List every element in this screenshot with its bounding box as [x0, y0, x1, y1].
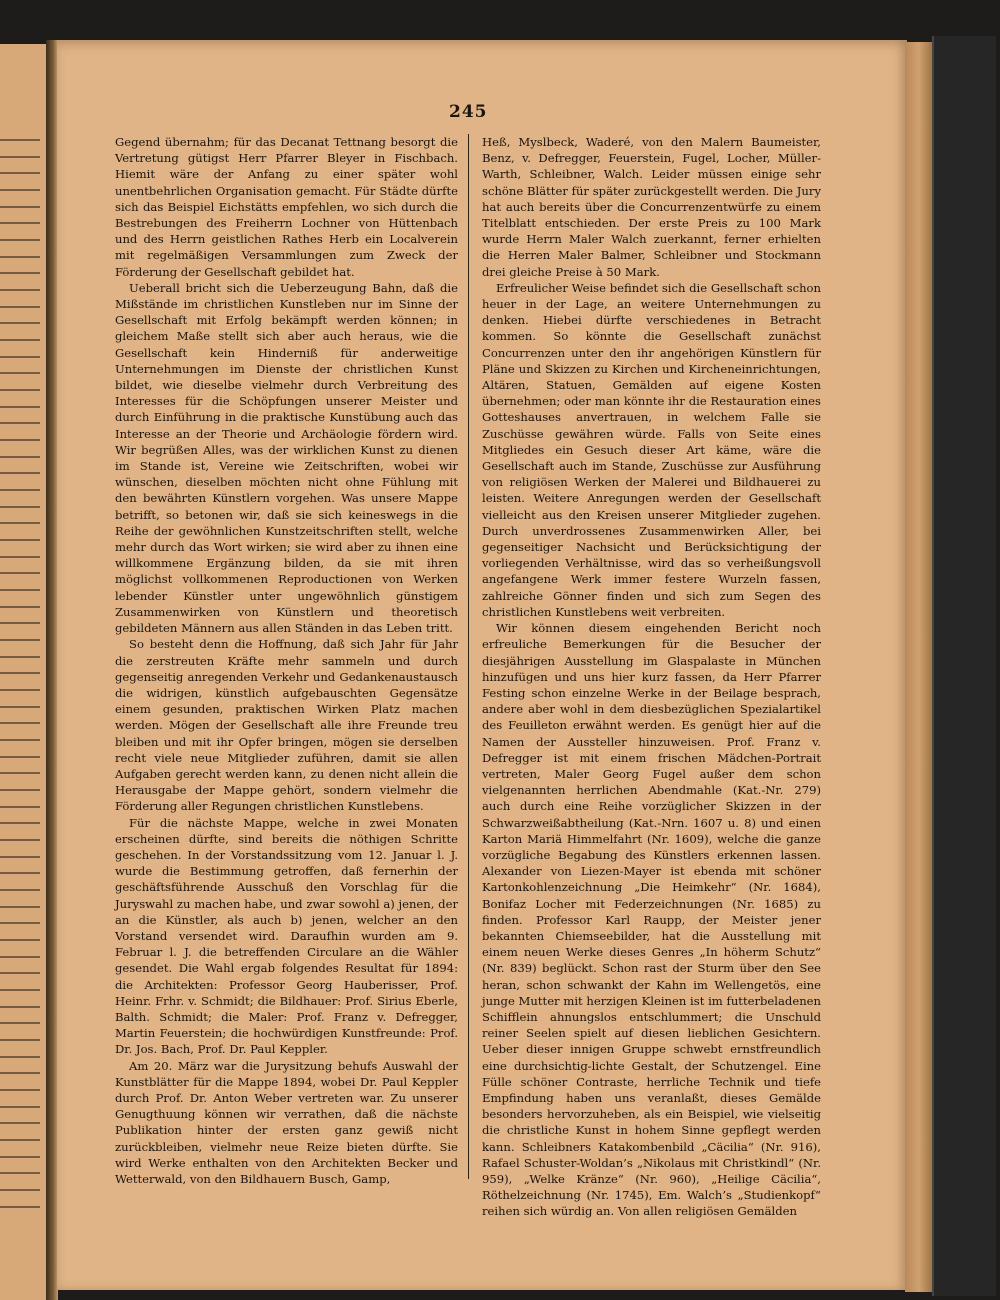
paragraph: Ueberall bricht sich die Ueberzeugung Bahn, daß die Mißstände im christlichen Kunstleben nur im Sinne der Gesellschaft mit Erfolg bekämpft werden können; in gleichem Maße stellt sich aber auch heraus, wie die Gesellschaft kein Hinderniß für anderweitige Unternehmungen im Dienste der christlichen Kunst bildet, wie dieselbe vielmehr durch Verbreitung des Interesses für die Schöpfungen unserer Meister und durch Einführung in die praktische Kunstübung auch das Interesse an der Theorie und Archäologie fördern wird. Wir begrüßen Alles, was der wirklichen Kunst zu dienen im Stande ist, Vereine wie Zeitschriften, wobei wir wünschen, dieselben möchten nicht ohne Fühlung mit den bewährten Künstlern vorgehen. Was unsere Mappe betrifft, so betonen wir, daß sie sich keineswegs in die Reihe der gewöhnlichen Kunstzeitschriften stellt, welche mehr durch das Wort wirken; sie wird aber zu ihnen eine willkommene Ergänzung bilden, da sie mit ihren möglichst vollkommenen Reproductionen von Werken lebender Künstler unter ungewöhnlich günstigem Zusammenwirken von Künstlern und theoretisch gebildeten Männern aus allen Ständen in das Leben tritt.	[115, 280, 458, 636]
paragraph: Wir können diesem eingehenden Bericht noch erfreuliche Bemerkungen für die Besucher der diesjährigen Ausstellung im Glaspalaste in München hinzufügen und uns hier kurz fassen, da Herr Pfarrer Festing schon einzelne Werke in der Beilage besprach, andere aber wohl in dem diesbezüglichen Spezialartikel des Feuilleton erwähnt werden. Es genügt hier auf die Namen der Aussteller hinzuweisen. Prof. Franz v. Defregger ist mit einem frischen Mädchen-Portrait vertreten, Maler Georg Fugel außer dem schon vielgenannten herrlichen Abendmahle (Kat.-Nr. 279) auch durch eine Reihe vorzüglicher Skizzen in der Schwarzweißabtheilung (Kat.-Nrn. 1607 u. 8) und einen Karton Mariä Himmelfahrt (Nr. 1609), welche die ganze vorzügliche Begabung des Künstlers erkennen lassen. Alexander von Liezen-Mayer ist ebenda mit schöner Kartonkohlenzeichnung „Die Heimkehr“ (Nr. 1684), Bonifaz Locher mit Federzeichnungen (Nr. 1685) zu finden. Professor Karl Raupp, der Meister jener bekannten Chiemseebilder, hat die Ausstellung mit einem neuen Werke dieses Genres „In höherm Schutz“ (Nr. 839) beglückt. Schon rast der Sturm über den See heran, schon schwankt der Kahn im Wellengetös, eine junge Mutter mit herzigen Kleinen ist im futterbeladenen Schifflein ahnungslos entschlummert; die Unschuld reiner Seelen spielt auf diesen lieblichen Gesichtern. Ueber dieser innigen Gruppe schwebt ernstfreundlich eine durchsichtig-lichte Gestalt, der Schutzengel. Eine Fülle schöner Contraste, herrliche Technik und tiefe Empfindung haben uns veranlaßt, dieses Gemälde besonders hervorzuheben, als ein Beispiel, wie vielseitig die christliche Kunst in hohem Sinne gepflegt werden kann. Schleibners Katakombenbild „Cäcilia“ (Nr. 916), Rafael Schuster-Woldan’s „Nikolaus mit Christkindl“ (Nr. 959), „Welke Kränze“ (Nr. 960), „Heilige Cäcilia“, Röthelzeichnung (Nr. 1745), Em. Walch’s „Studienkopf“ reihen sich würdig an. Von allen religiösen Gemälden	[482, 621, 821, 1219]
left-column	[115, 134, 458, 1187]
facing-page-edge	[0, 44, 47, 1300]
paragraph: Erfreulicher Weise befindet sich die Gesellschaft schon heuer in der Lage, an weitere Unternehmungen zu denken. Hiebei dürfte verschiedenes in Betracht kommen. So könnte die Gesellschaft zunächst Concurrenzen unter den ihr angehörigen Künstlern für Pläne und Skizzen zu Kirchen und Kircheneinrichtungen, Altären, Statuen, Gemälden auf eigene Kosten übernehmen; oder man könnte ihr die Restauration eines Gotteshauses anvertrauen, in welchem Falle sie Zuschüsse gewähren würde. Falls von Seite eines Mitgliedes ein Gesuch dieser Art käme, wäre die Gesellschaft auch im Stande, Zuschüsse zur Ausführung von religiösen Werken der Malerei und Bildhauerei zu leisten. Weitere Anregungen werden der Gesellschaft vielleicht aus den Kreisen unserer Mitglieder zugehen. Durch unverdrossenes Zusammenwirken Aller, bei gegenseitiger Nachsicht und Berücksichtigung der vorliegenden Verhältnisse, wird das so verheißungsvoll angefangene Werk immer festere Wurzeln fassen, zahlreiche Gönner finden und sich zum Segen des christlichen Kunstlebens weit verbreiten.	[482, 280, 821, 619]
page-stack-edge	[905, 42, 933, 1292]
page-number: 245	[449, 102, 488, 122]
paragraph: Am 20. März war die Jurysitzung behufs Auswahl der Kunstblätter für die Mappe 1894, wobei Dr. Paul Keppler durch Prof. Dr. Anton Weber vertreten war. Zu unserer Genugthuung können wir verrathen, daß die nächste Publikation hinter der ersten ganz gewiß nicht zurückbleiben, vielmehr neue Reize bieten dürfte. Sie wird Werke enthalten von den Architekten Becker und Wetterwald, von den Bildhauern Busch, Gamp,	[115, 1058, 458, 1186]
column-divider	[468, 134, 469, 1179]
paragraph: Für die nächste Mappe, welche in zwei Monaten erscheinen dürfte, sind bereits die nöthigen Schritte geschehen. In der Vorstandssitzung vom 12. Januar l. J. wurde die Bestimmung getroffen, daß fernerhin der geschäftsführende Ausschuß den Vorschlag für die Juryswahl zu machen habe, und zwar sowohl a) jenen, der an die Künstler, als auch b) jenen, welcher an den Vorstand versendet wird. Daraufhin wurden am 9. Februar l. J. die betreffenden Circulare an die Wähler gesendet. Die Wahl ergab folgendes Resultat für 1894: die Architekten: Professor Georg Hauberisser, Prof. Heinr. Frhr. v. Schmidt; die Bildhauer: Prof. Sirius Eberle, Balth. Schmidt; die Maler: Prof. Franz v. Defregger, Martin Feuerstein; die hochwürdigen Kunstfreunde: Prof. Dr. Jos. Bach, Prof. Dr. Paul Keppler.	[115, 815, 458, 1057]
paragraph: Gegend übernahm; für das Decanat Tettnang besorgt die Vertretung gütigst Herr Pfarrer Bleyer in Fischbach. Hiemit wäre der Anfang zu einer später wohl unentbehrlichen Organisation gemacht. Für Städte dürfte sich das Beispiel Eichstätts empfehlen, wo sich durch die Bestrebungen des Freiherrn Lochner von Hüttenbach und des Herrn geistlichen Rathes Herb ein Localverein mit regelmäßigen Versammlungen zum Zweck der Förderung der Gesellschaft gebildet hat.	[115, 135, 458, 279]
paragraph: Heß, Myslbeck, Waderé, von den Malern Baumeister, Benz, v. Defregger, Feuerstein, Fugel, Locher, Müller-Warth, Schleibner, Walch. Leider müssen einige sehr schöne Blätter für später zurückgestellt werden. Die Jury hat auch bereits über die Concurrenzentwürfe zu einem Titelblatt entschieden. Der erste Preis zu 100 Mark wurde Herrn Maler Walch zuerkannt, ferner erhielten die Herren Maler Balmer, Schleibner und Stockmann drei gleiche Preise à 50 Mark.	[482, 135, 821, 279]
paragraph: So besteht denn die Hoffnung, daß sich Jahr für Jahr die zerstreuten Kräfte mehr sammeln und durch gegenseitig anregenden Verkehr und Gedankenaustausch die widrigen, künstlich aufgebauschten Gegensätze einem gesunden, praktischen Wirken Platz machen werden. Mögen der Gesellschaft alle ihre Freunde treu bleiben und mit ihr Opfer bringen, mögen sie derselben recht viele neue Mitglieder zuführen, damit sie allen Aufgaben gerecht werden kann, zu denen nicht allein die Herausgabe der Mappe gehört, sondern vielmehr die Förderung aller Regungen christlichen Kunstlebens.	[115, 637, 458, 814]
book-cover	[932, 36, 996, 1296]
right-column	[482, 134, 821, 1220]
